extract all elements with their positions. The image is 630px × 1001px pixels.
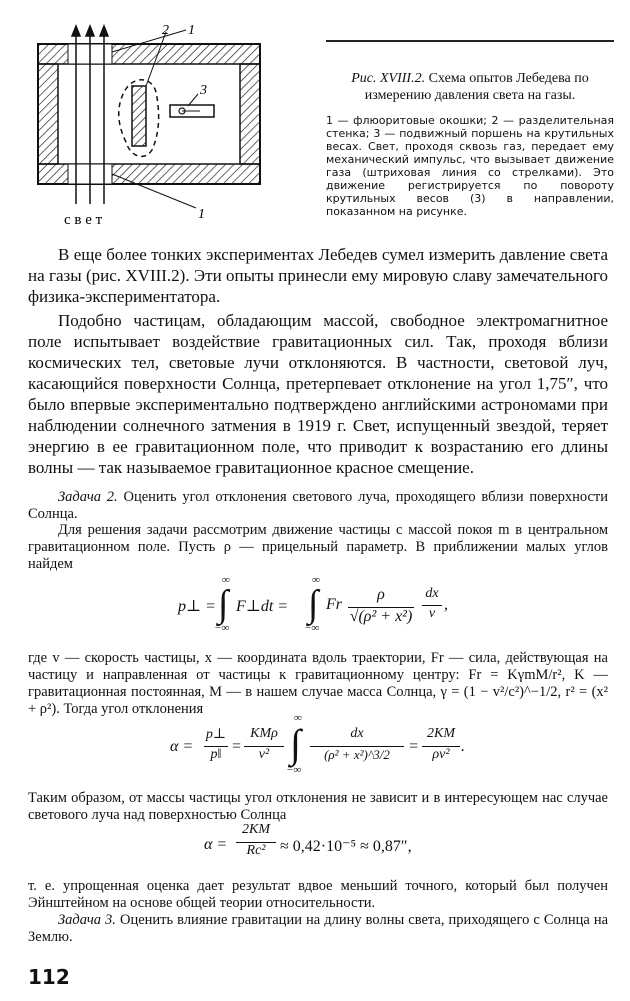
f1-int1: F⊥dt =	[236, 598, 289, 615]
right-wall	[240, 64, 260, 164]
f2-dx-num: dx	[350, 726, 364, 741]
f3-rest: ≈ 0,42·10⁻⁵ ≈ 0,87″,	[280, 838, 412, 855]
f2-eq2: =	[408, 738, 419, 755]
chamber-outline	[38, 44, 260, 184]
f2-lim-top: ∞	[294, 712, 302, 724]
f2-r-num: 2KM	[427, 726, 455, 741]
caption-number: Рис. XVIII.2.	[351, 71, 426, 86]
integral-sign-2: ∫	[308, 583, 319, 625]
paragraph-3: Для решения задачи рассмотрим движение частицы с массой покоя m в центральном гравитационном поле. Пусть ρ — прицельный параметр. В приближении малых углов найдем	[28, 522, 608, 572]
f2-dx-den: (ρ² + x²)^3/2	[324, 747, 390, 762]
f2-end: .	[461, 738, 465, 755]
f3-lhs: α =	[204, 836, 228, 853]
f3-num: 2KM	[242, 822, 270, 837]
f2-p-den: p‖	[210, 747, 222, 762]
label-svet: с в е т	[64, 212, 103, 228]
f1-int2: Fr	[326, 596, 342, 613]
figure-drawing	[28, 22, 288, 232]
caption-title	[326, 70, 614, 104]
paragraph-1: В еще более тонких экспериментах Лебедев сумел измерить давление света на газы (рис. XVIII.2). Эти опыты принесли ему мировую славу замечательного физика-экспериментатора.	[28, 245, 608, 306]
f1-frac-den: v	[428, 606, 436, 621]
f2-lhs: α =	[170, 738, 194, 755]
formula-estimate	[204, 822, 444, 868]
caption-body: 1 — флюоритовые окошки; 2 — разделительная стенка; 3 — подвижный поршень на крутильных весах. Свет, проходя сквозь газ, передает ему механический импульс, что вызывает движение газа (штриховая линия со стрелками). Это движение регистрируется по повороту крутильных весов (3) в направлении, показанном на рисунке.	[326, 114, 614, 218]
task-2-label: Задача 2.	[58, 489, 118, 505]
figure-caption	[326, 40, 614, 218]
f1-num: ρ	[377, 586, 385, 603]
f1-lim-bot-2: −∞	[304, 622, 320, 634]
f1-den: √(ρ² + x²)	[349, 608, 413, 625]
figure-lebedev-scheme	[28, 22, 288, 232]
left-wall	[38, 64, 58, 164]
f1-lhs: p⊥ =	[178, 598, 216, 615]
f2-k-den: v²	[258, 747, 270, 762]
formula-momentum	[178, 574, 478, 642]
task-2-text: Оценить угол отклонения светового луча, проходящего вблизи поверхности Солнца.	[28, 489, 608, 522]
paragraph-6: т. е. упрощенная оценка дает результат вдвое меньший точного, который был получен Эйнштейном на основе общей теории относительности.	[28, 878, 608, 911]
task-2	[28, 489, 608, 523]
task-3-text: Оценить влияние гравитации на длину волны света, приходящего с Солнца на Землю.	[28, 912, 609, 945]
label-3: 3	[200, 83, 207, 98]
f1-lim-top-1: ∞	[222, 574, 230, 586]
paragraph-2: Подобно частицам, обладающим массой, свободное электромагнитное поле испытывает воздействие гравитационных сил. Так, проходя вблизи космических тел, световые лучи отклоняются. В частности, световой луч, касающийся поверхности Солнца, претерпевает отклонение на угол 1,75″, что было впервые экспериментально подтверждено английскими астрономами при наблюдении солнечного затмения в 1919 г. Свет, испущенный звездой, теряет энергию в ее гравитационном поле, что приводит к возрастанию его длины волны — так называемое гравитационное красное смещение.	[28, 311, 608, 477]
f2-k-num: KMρ	[250, 726, 278, 741]
task-3	[28, 912, 608, 946]
f2-r-den: ρv²	[432, 747, 450, 762]
f1-lim-bot-1: −∞	[214, 622, 230, 634]
label-1-top: 1	[188, 23, 195, 38]
f1-lim-top-2: ∞	[312, 574, 320, 586]
page-number: 112	[28, 965, 70, 989]
label-1-bottom: 1	[198, 207, 205, 222]
f1-end: ,	[444, 596, 448, 613]
paragraph-5: Таким образом, от массы частицы угол отклонения не зависит и в интересующем нас случае светового луча над поверхностью Солнца	[28, 790, 608, 823]
integral-sign-1: ∫	[218, 583, 229, 625]
f1-frac-num: dx	[425, 586, 439, 601]
formula-angle	[170, 712, 470, 782]
task-3-label: Задача 3.	[58, 912, 116, 928]
f2-p-num: p⊥	[205, 727, 227, 742]
f2-lim-bot: −∞	[286, 764, 302, 776]
separating-wall	[132, 86, 146, 146]
integral-sign-3: ∫	[290, 721, 301, 766]
paragraph-4: где v — скорость частицы, x — координата вдоль траектории, Fr — сила, действующая на частицу и направленная от частицы к гравитационному центру: Fr = KγmM/r², K — гравитационная постоянная, M — в нашем случае масса Солнца, γ = (1 − v²/c²)^−1/2, r² = (x² + ρ²). Тогда угол отклонения	[28, 650, 608, 717]
label-2: 2	[162, 23, 169, 38]
caption-title-text: Схема опытов Лебедева по измерению давления света на газы.	[364, 71, 589, 103]
f2-eq: =	[231, 738, 242, 755]
f3-den: Rc²	[246, 843, 266, 858]
